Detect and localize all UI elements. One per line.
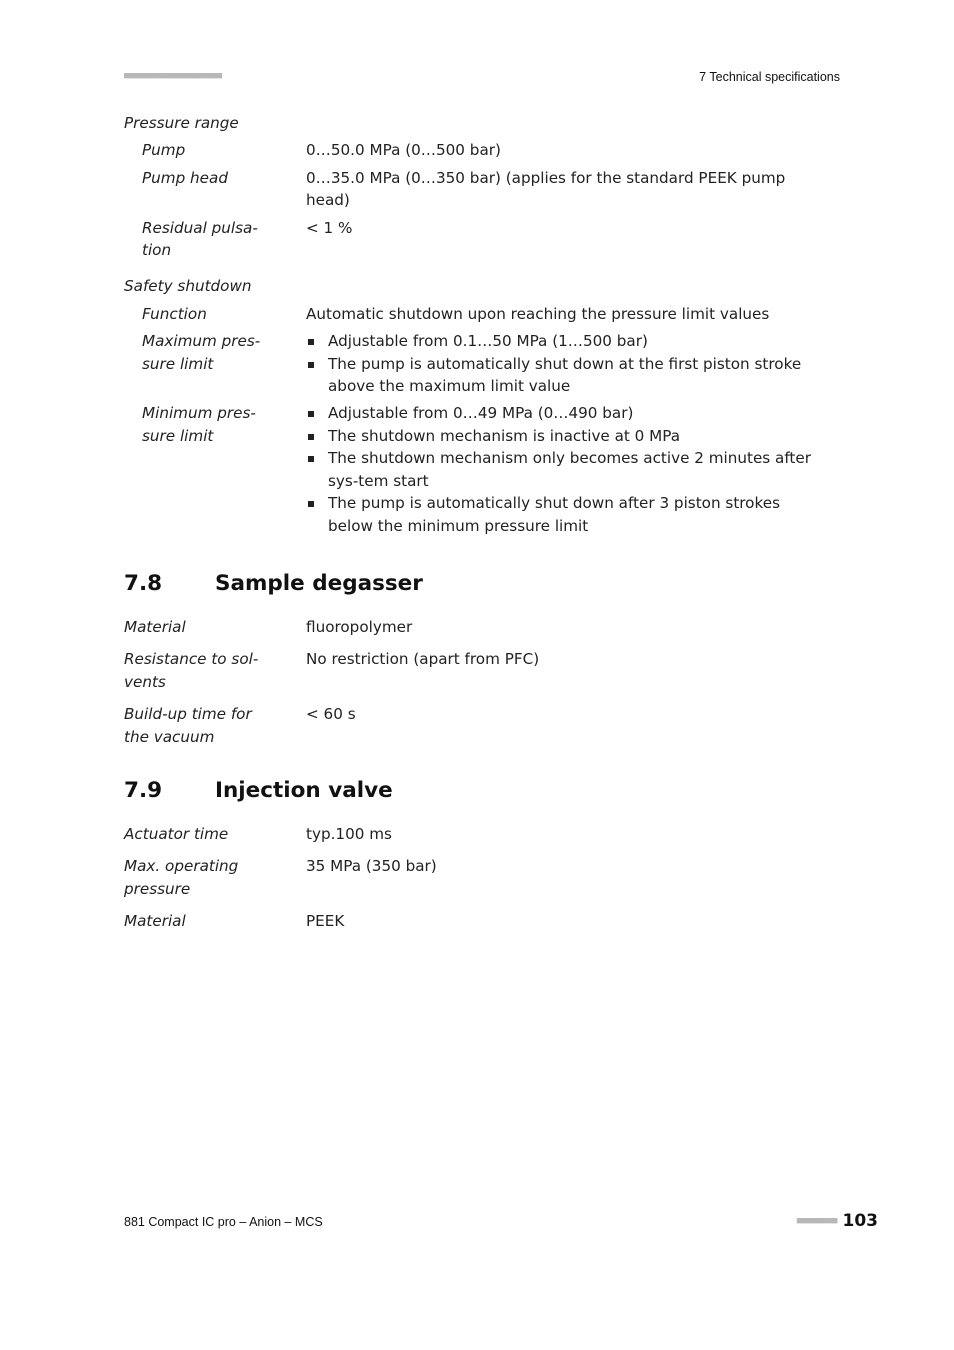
- spec-label: Material: [124, 912, 186, 931]
- running-header-chapter: 7 Technical specifications: [699, 70, 840, 84]
- footer-decoration: ■■■■■■■■■: [796, 1216, 837, 1226]
- spec-row-pump: [124, 139, 824, 161]
- spec-label-line: Residual pulsa-: [142, 218, 258, 237]
- section-number: 7.8: [124, 570, 163, 596]
- pressure-range-title: Pressure range: [124, 114, 239, 132]
- spec-value: 0…35.0 MPa (0…350 bar) (applies for the standard PEEK pump head): [306, 168, 786, 210]
- spec-label: Pump head: [142, 168, 228, 187]
- bullet-item: The pump is automatically shut down at the first piston stroke above the maximum limit value: [306, 353, 824, 398]
- sample-degasser-specs: [124, 616, 824, 748]
- bullet-list: [306, 402, 824, 536]
- spec-label-line: tion: [142, 241, 172, 260]
- spec-label-line: the vacuum: [124, 727, 215, 746]
- spec-value: < 60 s: [306, 705, 356, 724]
- spec-row-residual-pulsation: [124, 217, 824, 262]
- spec-value: < 1 %: [306, 218, 353, 237]
- spec-row-material: [124, 616, 824, 638]
- bullet-item: The shutdown mechanism is inactive at 0 MPa: [306, 425, 824, 447]
- spec-label-line: Resistance to sol-: [124, 650, 259, 669]
- injection-valve-specs: [124, 823, 824, 933]
- spec-label: [124, 402, 306, 536]
- spec-value: [306, 402, 824, 536]
- spec-row-actuator-time: [124, 823, 824, 845]
- spec-label: [124, 217, 306, 262]
- section-number: 7.9: [124, 777, 163, 803]
- spec-label-line: vents: [124, 672, 166, 691]
- spec-label-line: Maximum pres-: [142, 332, 261, 351]
- spec-label: [124, 648, 306, 693]
- header-decoration: ■■■■■■■■■■■■■■■■■■■■■■: [124, 71, 222, 81]
- spec-value: 0…50.0 MPa (0…500 bar): [306, 141, 501, 160]
- bullet-item: The pump is automatically shut down after 3 piston strokes below the minimum pressure limit: [306, 492, 824, 537]
- section-title: Sample degasser: [215, 570, 423, 596]
- footer-page-indicator: [797, 1211, 878, 1231]
- spec-label-line: pressure: [124, 879, 191, 898]
- spec-row-valve-material: [124, 910, 824, 932]
- bullet-item: The shutdown mechanism only becomes active 2 minutes after sys-tem start: [306, 447, 824, 492]
- spec-row-build-up-time: [124, 703, 824, 748]
- spec-value: typ.100 ms: [306, 824, 392, 843]
- bullet-item: Adjustable from 0…49 MPa (0…490 bar): [306, 402, 824, 424]
- spec-value: [306, 330, 824, 397]
- spec-row-function: [124, 303, 824, 325]
- spec-row-max-operating-pressure: [124, 855, 824, 900]
- page-content: [124, 112, 824, 933]
- bullet-list: [306, 330, 824, 397]
- spec-value: PEEK: [306, 912, 345, 931]
- section-heading-7-8: [124, 571, 824, 596]
- spec-label: Material: [124, 617, 186, 636]
- safety-shutdown-group: [124, 303, 824, 537]
- spec-label: [124, 703, 306, 748]
- safety-shutdown-title: Safety shutdown: [124, 277, 252, 296]
- footer-product-name: 881 Compact IC pro – Anion – MCS: [124, 1215, 323, 1229]
- spec-row-min-pressure-limit: [124, 402, 824, 536]
- page-number: 103: [842, 1211, 878, 1231]
- spec-label: [124, 855, 306, 900]
- spec-label: Actuator time: [124, 824, 229, 843]
- spec-label-line: Max. operating: [124, 857, 239, 876]
- spec-label-line: Minimum pres-: [142, 404, 256, 423]
- spec-value: 35 MPa (350 bar): [306, 857, 437, 876]
- spec-label: [124, 330, 306, 397]
- spec-label-line: Build-up time for: [124, 705, 252, 724]
- spec-label: Function: [142, 304, 207, 323]
- spec-label-line: sure limit: [142, 426, 214, 445]
- spec-row-pump-head: [124, 167, 824, 212]
- section-title: Injection valve: [215, 777, 393, 803]
- spec-value: No restriction (apart from PFC): [306, 650, 540, 669]
- spec-label-line: sure limit: [142, 354, 214, 373]
- bullet-item: Adjustable from 0.1…50 MPa (1…500 bar): [306, 330, 824, 352]
- spec-row-solvent-resistance: [124, 648, 824, 693]
- pressure-range-group: [124, 139, 824, 261]
- section-heading-7-9: [124, 778, 824, 803]
- spec-value: fluoropolymer: [306, 617, 413, 636]
- spec-row-max-pressure-limit: [124, 330, 824, 397]
- spec-label: Pump: [142, 141, 186, 160]
- spec-value: Automatic shutdown upon reaching the pressure limit values: [306, 304, 770, 323]
